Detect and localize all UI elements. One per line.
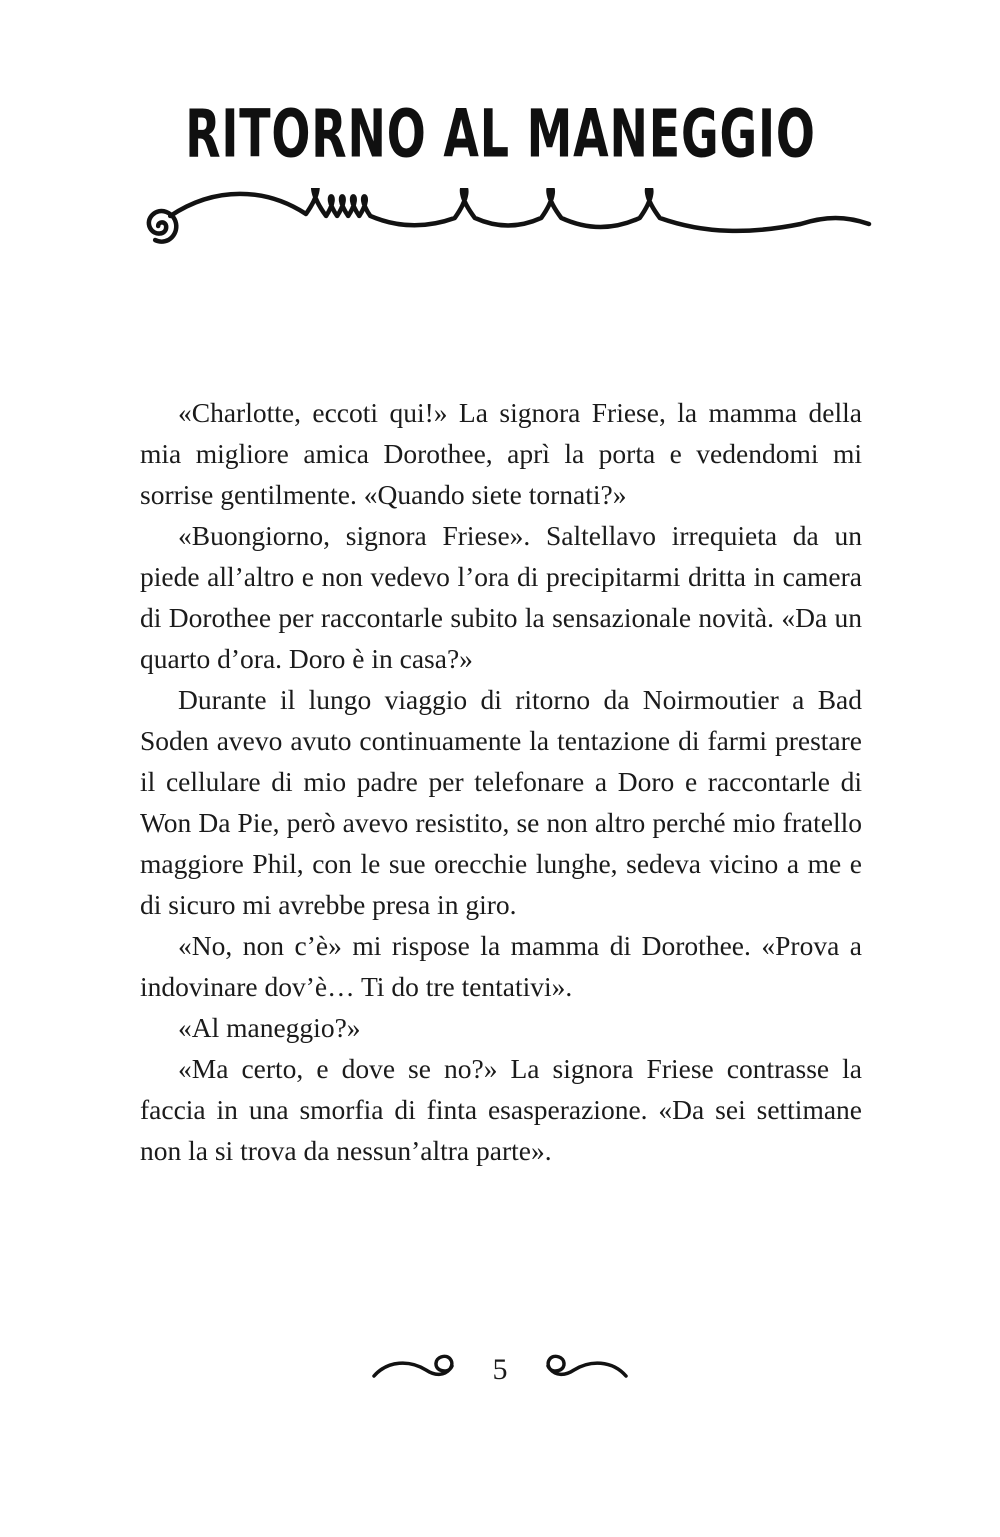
swirl-flourish-icon [128, 188, 872, 262]
paragraph: «No, non c’è» mi rispose la mamma di Dorothee. «Prova a indovinare dov’è… Ti do tre tentativi». [140, 930, 862, 1002]
paragraph: «Buongiorno, signora Friese». Saltellavo irrequieta da un piede all’altro e non vedevo l’ora di precipitarmi dritta in camera di Dorothee per raccontarle subito la sensazionale novità. «Da un quarto d’ora. Doro è in casa?» [140, 520, 862, 674]
chapter-body [140, 392, 862, 1171]
footer-flourish-right-icon [538, 1352, 630, 1388]
page-footer [0, 1352, 1000, 1388]
paragraph: «Charlotte, eccoti qui!» La signora Friese, la mamma della mia migliore amica Dorothee, aprì la porta e vedendomi mi sorrise gentilmente. «Quando siete tornati?» [140, 397, 862, 510]
paragraph: «Al maneggio?» [178, 1012, 361, 1043]
paragraph: «Ma certo, e dove se no?» La signora Friese contrasse la faccia in una smorfia di finta esasperazione. «Da sei settimane non la si trova da nessun’altra parte». [140, 1053, 862, 1166]
footer-flourish-left-icon [370, 1352, 462, 1388]
paragraph: Durante il lungo viaggio di ritorno da Noirmoutier a Bad Soden avevo avuto continuamente la tentazione di farmi prestare il cellulare di mio padre per telefonare a Doro e raccontarle di Won Da Pie, però avevo resistito, se non altro perché mio fratello maggiore Phil, con le sue orecchie lunghe, sedeva vicino a me e di sicuro mi avrebbe presa in giro. [140, 684, 862, 920]
chapter-title-text: RITORNO AL MANEGGIO [184, 96, 816, 173]
page-number: 5 [492, 1353, 508, 1386]
chapter-title [0, 96, 1000, 173]
